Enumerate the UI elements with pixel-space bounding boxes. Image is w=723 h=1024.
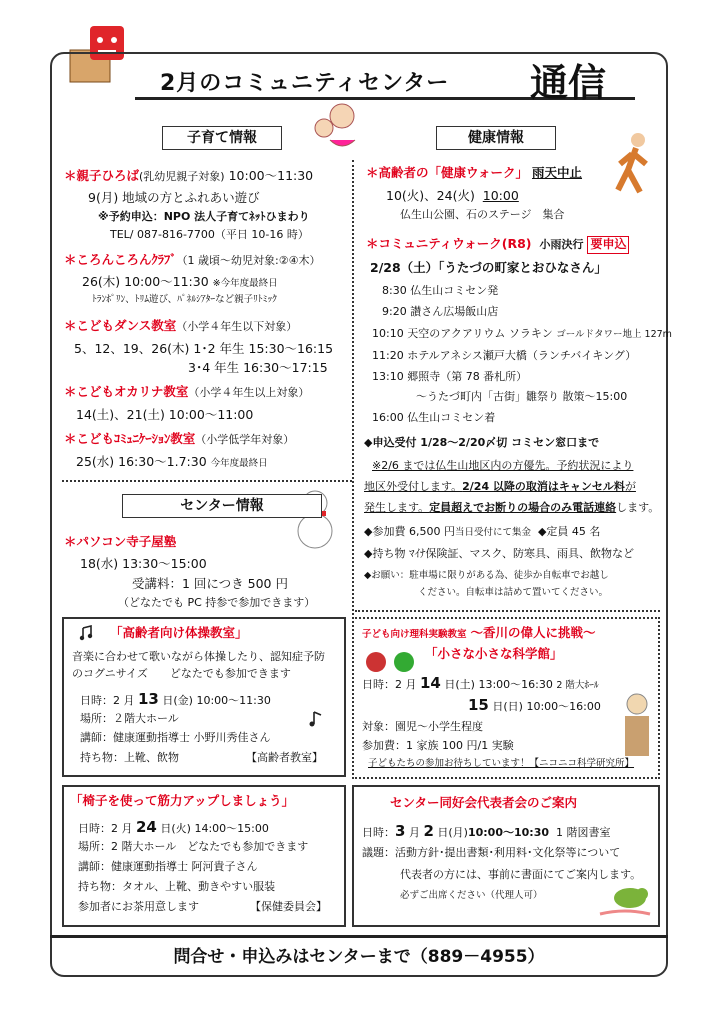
p3-line1b: 24 (136, 818, 157, 836)
comm-line1: 25(水) 16:30～1.7:30 (76, 454, 207, 469)
cw-step7: 16:00 仏生山コミセン着 (372, 411, 496, 424)
p4-line1f: 10:00～10:30 (467, 826, 549, 839)
walk-title: ＊高齢者の「健康ウォーク」 (366, 165, 529, 180)
p4-line1g: 1 階図書室 (556, 826, 611, 839)
walk-line1: 10(火)、24(火) (386, 188, 475, 203)
koron-line1b: ※今年度最終日 (212, 278, 278, 289)
p1-line2: のコグニサイズ どなたでも参加できます (72, 667, 291, 680)
p2-line2a: 15 (468, 696, 489, 714)
p2-line1c: 日(土) 13:00～16:30 (444, 678, 553, 691)
dance-line2: 3･4 年生 16:30～17:15 (188, 360, 328, 375)
p2-line4: 参加費：1 家族 100 円/1 実験 (362, 739, 514, 752)
cw-step3b: ゴールドタワー地上 127m (556, 329, 672, 340)
p1-line6b: 【高齢者教室】 (246, 751, 323, 764)
section-kosodate: 子育て情報 (162, 126, 282, 150)
p4-line3: 代表者の方には、事前に書面にてご案内します。 (400, 868, 642, 881)
page-title: 2月のコミュニティセンター (160, 71, 450, 96)
p1-line3b: 13 (138, 690, 159, 708)
hiroba-line2: ※予約申込：NPO 法人子育てﾈｯﾄひまわり (98, 210, 310, 223)
p3-line4: 持ち物：タオル、上靴、動きやすい服装 (78, 880, 276, 893)
p2-line1d: 2 階大ﾎｰﾙ (556, 680, 599, 691)
p4-line1b: 3 (395, 822, 406, 840)
comm-sub: （小学低学年対象） (195, 433, 295, 446)
p2-title1b: ～香川の偉人に挑戦～ (470, 625, 596, 640)
koron-line2: ﾄﾗﾝﾎﾟﾘﾝ、ﾄﾘﾑ遊び、ﾊﾟﾈﾙｼｱﾀｰなど親子ﾘﾄﾐｯｸ (92, 294, 277, 305)
p2-line1a: 日時：2 月 (362, 678, 417, 691)
p3-line2: 場所：2 階大ホール どなたでも参加できます (78, 840, 309, 853)
koron-line1: 26(木) 10:00～11:30 (82, 274, 209, 289)
divider-vertical (352, 160, 354, 615)
p4-line1a: 日時： (362, 826, 395, 839)
p4-line1e: 日(月) (437, 826, 468, 839)
cw-note3: 発生します。 (364, 501, 430, 514)
p2-line3: 対象：園児～小学生程度 (362, 720, 483, 733)
pc-title: ＊パソコン寺子屋塾 (64, 534, 177, 549)
pc-line2: 受講料：1 回につき 500 円 (132, 576, 288, 591)
cw-bring: ◆持ち物 ﾏｲﾅ保険証、マスク、防寒具、雨具、飲物など (364, 547, 635, 560)
dance-title: ＊こどもダンス教室 (64, 318, 177, 333)
p1-line3a: 日時：2 月 (80, 694, 135, 707)
p4-title: センター同好会代表者会のご案内 (390, 795, 578, 810)
cw-rain: 小雨決行 (539, 238, 584, 251)
divider-right (355, 610, 660, 612)
dance-sub: （小学４年生以下対象） (176, 320, 298, 333)
cw-step1: 8:30 仏生山コミセン発 (382, 284, 499, 297)
p1-line3c: 日(金) 10:00～11:30 (162, 694, 271, 707)
walk-line2: 仏生山公園、石のステージ 集合 (400, 208, 565, 221)
hiroba-line3: TEL/ 087-816-7700（平日 10-16 時） (110, 228, 309, 241)
cw-note2c: が (624, 480, 636, 493)
cw-note1: ※2/6 までは仏生山地区内の方優先。予約状況により (372, 459, 634, 472)
ocarina-title: ＊こどもオカリナ教室 (64, 384, 189, 399)
ocarina-line1: 14(土)、21(土) 10:00～11:00 (76, 407, 254, 422)
cw-apply: ◆申込受付 1/28～2/20〆切 コミセン窓口まで (364, 436, 600, 449)
p2-title1: 子ども向け理科実験教室 (362, 629, 467, 640)
p2-title2: 「小さな小さな科学館」 (425, 646, 563, 661)
cw-fee: ◆参加費 6,500 円 (364, 525, 455, 538)
cw-step3: 10:10 天空のアクアリウム ソラキン (372, 327, 553, 340)
p3-line3: 講師：健康運動指導士 阿河貴子さん (78, 860, 258, 873)
hiroba-line1: 9(月) 地域の方とふれあい遊び (88, 190, 260, 205)
koron-title: ＊ころんころんｸﾗﾌﾞ (64, 252, 177, 267)
section-center: センター情報 (122, 494, 322, 518)
cw-date: 2/28（土）「うたづの町家とおひなさん」 (370, 260, 607, 275)
cw-cap: ◆定員 45 名 (537, 525, 601, 538)
p4-line4: 必ずご出席ください（代理人可） (400, 890, 543, 901)
cw-step2: 9:20 讃さん広場飯山店 (382, 305, 499, 318)
koron-sub: （1 歳頃～幼児対象:②④木） (176, 254, 321, 267)
cw-note2b: 2/24 以降の取消はキャンセル料 (462, 480, 625, 493)
hiroba-title: ＊親子ひろば (64, 168, 140, 183)
comm-line1b: 今年度最終日 (210, 458, 268, 469)
p1-line5: 講師：健康運動指導士 小野川秀佳さん (80, 731, 271, 744)
walk-rain: 雨天中止 (532, 165, 583, 180)
page-title-big: 通信 (530, 60, 607, 105)
cw-ask2: ください。自転車は詰めて置いてください。 (418, 587, 609, 598)
hiroba-time: 10:00～11:30 (228, 168, 314, 183)
cw-note3b: 定員超えでお断りの場合のみ電話連絡 (429, 501, 617, 514)
p4-line1c: 月 (408, 826, 420, 839)
p3-line1c: 日(火) 14:00～15:00 (160, 822, 269, 835)
p1-line4: 場所：２階大ホール (80, 712, 179, 725)
p3-line5: 参加者にお茶用意します (78, 900, 199, 913)
divider-left (62, 480, 352, 482)
footer-contact: 問合せ・申込みはセンターまで（889－4955） (50, 935, 668, 968)
p3-title: 「椅子を使って筋力アップしましょう」 (70, 793, 295, 808)
p2-line2b: 日(日) 10:00～16:00 (492, 700, 601, 713)
p1-line6: 持ち物：上靴、飲物 (80, 751, 179, 764)
p1-line1: 音楽に合わせて歌いながら体操したり、認知症予防 (72, 650, 325, 663)
section-kenko: 健康情報 (436, 126, 556, 150)
cw-step4: 11:20 ホテルアネシス瀬戸大橋（ランチバイキング） (372, 349, 637, 362)
walk-time: 10:00 (482, 188, 519, 203)
cw-title: ＊コミュニティウォーク(R8) (366, 236, 532, 251)
p4-line2: 議題：活動方針･提出書類･利用料･文化祭等について (362, 846, 621, 859)
cw-ask1: ◆お願い：駐車場に限りがある為、徒歩か自転車でお越し (364, 570, 609, 581)
cw-step5: 13:10 郷照寺（第 78 番札所） (372, 370, 528, 383)
p3-line5b: 【保健委員会】 (250, 900, 327, 913)
cw-note3c: します。 (616, 501, 660, 514)
p3-line1a: 日時：2 月 (78, 822, 133, 835)
hiroba-sub: (乳幼児親子対象) (139, 170, 225, 183)
pc-line3: （どなたでも PC 持参で参加できます） (118, 596, 316, 609)
p2-line1b: 14 (420, 674, 441, 692)
p1-title: 「高齢者向け体操教室」 (110, 625, 248, 640)
cw-note2: 地区外受付します。 (364, 480, 463, 493)
cw-fee-sub: 当日受付にて集金 (454, 527, 531, 538)
cw-step6: ～うたづ町内「古街」雛祭り 散策～15:00 (416, 390, 628, 403)
dance-line1: 5、12、19、26(木) 1･2 年生 15:30～16:15 (74, 341, 334, 356)
cw-chip: 要申込 (587, 236, 629, 254)
comm-title: ＊こどもｺﾐｭﾆｹｰｼｮﾝ教室 (64, 431, 196, 446)
pc-line1: 18(水) 13:30～15:00 (80, 556, 207, 571)
p2-line5: 子どもたちの参加お待ちしています！【ニコニコ科学研究所】 (368, 758, 635, 769)
p4-line1d: 2 (423, 822, 434, 840)
ocarina-sub: （小学４年生以上対象） (188, 386, 310, 399)
